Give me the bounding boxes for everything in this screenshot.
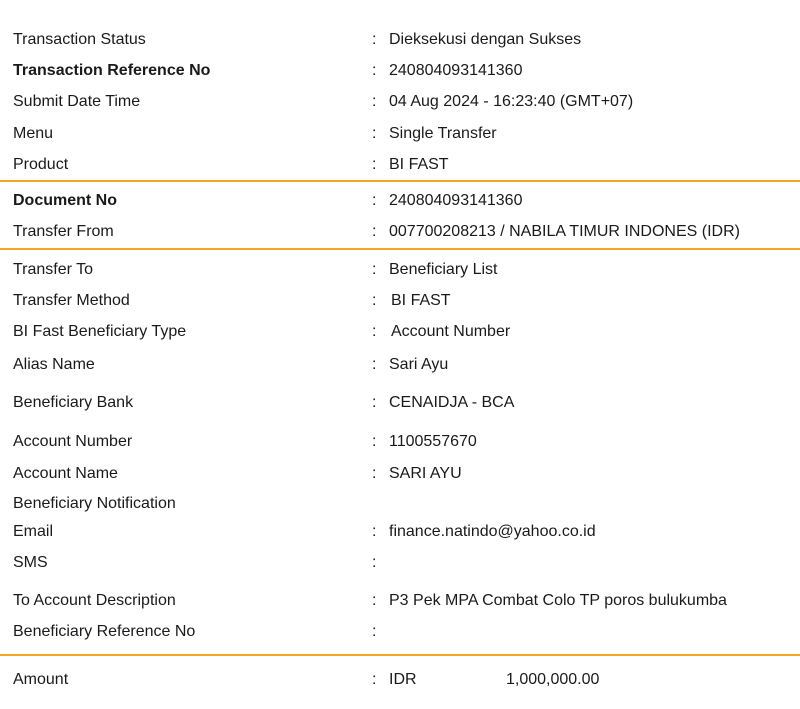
label-account-number: Account Number	[13, 433, 133, 450]
label-transfer-to: Transfer To	[13, 261, 94, 278]
value-transaction-reference-no: 240804093141360	[389, 62, 523, 79]
label-transfer-method: Transfer Method	[13, 292, 130, 309]
value-product: BI FAST	[389, 156, 449, 173]
value-submit-date-time: 04 Aug 2024 - 16:23:40 (GMT+07)	[389, 93, 634, 110]
row-transfer-from	[0, 220, 800, 244]
separator-colon: :	[372, 93, 377, 110]
value-beneficiary-bank: CENAIDJA - BCA	[389, 394, 515, 411]
separator-colon: :	[372, 523, 377, 540]
value-transfer-from: 007700208213 / NABILA TIMUR INDONES (IDR)	[389, 223, 740, 240]
row-transfer-to	[0, 258, 800, 282]
row-transfer-method	[0, 289, 800, 313]
separator-colon: :	[372, 31, 377, 48]
separator-colon: :	[372, 671, 377, 688]
row-email	[0, 520, 800, 544]
separator-colon: :	[372, 156, 377, 173]
row-beneficiary-bank	[0, 391, 800, 415]
value-account-number: 1100557670	[389, 433, 477, 450]
amount-currency: IDR	[389, 671, 417, 688]
value-bi-fast-beneficiary-type: Account Number	[391, 323, 511, 340]
label-transaction-status: Transaction Status	[13, 31, 146, 48]
separator-colon: :	[372, 433, 377, 450]
label-product: Product	[13, 156, 69, 173]
value-menu: Single Transfer	[389, 125, 497, 142]
section-divider	[0, 180, 800, 182]
row-amount	[0, 668, 800, 692]
separator-colon: :	[372, 623, 377, 640]
separator-colon: :	[372, 356, 377, 373]
label-menu: Menu	[13, 125, 54, 142]
label-transaction-reference-no: Transaction Reference No	[13, 62, 211, 79]
label-account-name: Account Name	[13, 465, 118, 482]
row-menu	[0, 122, 800, 146]
label-bi-fast-beneficiary-type: BI Fast Beneficiary Type	[13, 323, 187, 340]
row-sms	[0, 551, 800, 575]
row-alias-name	[0, 353, 800, 377]
label-transfer-from: Transfer From	[13, 223, 114, 240]
row-account-number	[0, 430, 800, 454]
separator-colon: :	[372, 465, 377, 482]
row-bi-fast-beneficiary-type	[0, 320, 800, 344]
separator-colon: :	[372, 125, 377, 142]
label-sms: SMS	[13, 554, 48, 571]
value-email: finance.natindo@yahoo.co.id	[389, 523, 596, 540]
separator-colon: :	[372, 192, 377, 209]
value-document-no: 240804093141360	[389, 192, 523, 209]
label-beneficiary-bank: Beneficiary Bank	[13, 394, 134, 411]
section-divider	[0, 654, 800, 656]
label-beneficiary-reference-no: Beneficiary Reference No	[13, 623, 196, 640]
row-beneficiary-notification	[0, 492, 800, 516]
separator-colon: :	[372, 394, 377, 411]
amount-value: 1,000,000.00	[506, 671, 600, 688]
row-beneficiary-reference-no	[0, 620, 800, 644]
separator-colon: :	[372, 592, 377, 609]
row-transaction-status	[0, 28, 800, 52]
value-transaction-status: Dieksekusi dengan Sukses	[389, 31, 582, 48]
value-transfer-to: Beneficiary List	[389, 261, 498, 278]
label-amount: Amount	[13, 671, 69, 688]
label-submit-date-time: Submit Date Time	[13, 93, 141, 110]
value-transfer-method: BI FAST	[391, 292, 451, 309]
value-to-account-description: P3 Pek MPA Combat Colo TP poros bulukumba	[389, 592, 727, 609]
separator-colon: :	[372, 223, 377, 240]
label-email: Email	[13, 523, 54, 540]
separator-colon: :	[372, 62, 377, 79]
row-account-name	[0, 462, 800, 486]
label-to-account-description: To Account Description	[13, 592, 176, 609]
row-to-account-description	[0, 589, 800, 613]
separator-colon: :	[372, 261, 377, 278]
row-product	[0, 153, 800, 177]
section-divider	[0, 248, 800, 250]
label-alias-name: Alias Name	[13, 356, 95, 373]
row-document-no	[0, 189, 800, 213]
value-account-name: SARI AYU	[389, 465, 462, 482]
separator-colon: :	[372, 292, 377, 309]
separator-colon: :	[372, 554, 377, 571]
separator-colon: :	[372, 323, 377, 340]
row-submit-date-time	[0, 90, 800, 114]
label-beneficiary-notification: Beneficiary Notification	[13, 495, 176, 512]
value-alias-name: Sari Ayu	[389, 356, 449, 373]
row-transaction-reference-no	[0, 59, 800, 83]
label-document-no: Document No	[13, 192, 117, 209]
